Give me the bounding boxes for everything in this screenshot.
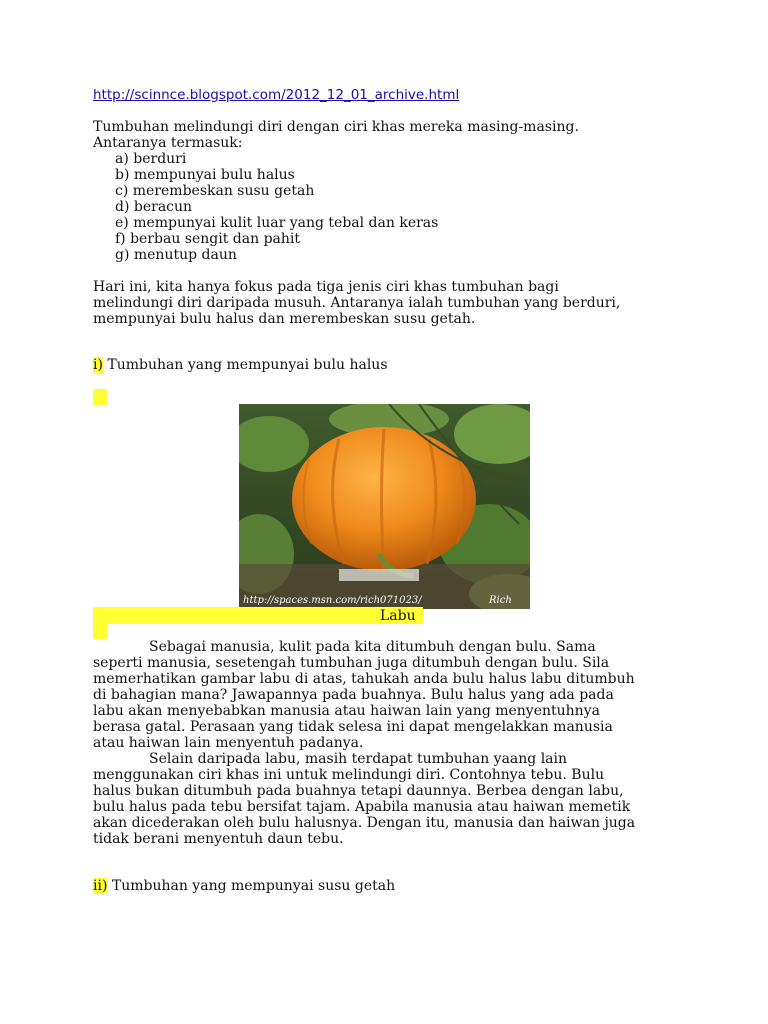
section-heading-1 (93, 357, 388, 373)
body-line: menggunakan ciri khas ini untuk melindungi diri. Contohnya tebu. Bulu (93, 767, 605, 783)
body-line: atau haiwan lain menyentuh padanya. (93, 735, 364, 751)
list-item: c) merembeskan susu getah (115, 183, 315, 199)
highlight-marker (93, 389, 107, 405)
body-paragraph (93, 639, 693, 847)
body-line: di bahagian mana? Jawapannya pada buahnya. Bulu halus yang ada pada (93, 687, 614, 703)
body-line: Sebagai manusia, kulit pada kita ditumbuh dengan bulu. Sama (149, 639, 596, 655)
photo-signature: Rich (489, 595, 512, 606)
list-item: a) berduri (115, 151, 187, 167)
section-title: Tumbuhan yang mempunyai bulu halus (102, 357, 388, 373)
list-item: d) beracun (115, 199, 193, 215)
section-heading-2 (93, 878, 395, 894)
intro-line: Tumbuhan melindungi diri dengan ciri khas mereka masing-masing. (93, 119, 579, 135)
body-line: seperti manusia, sesetengah tumbuhan juga ditumbuh dengan bulu. Sila (93, 655, 610, 671)
body-line: memerhatikan gambar labu di atas, tahukah anda bulu halus labu ditumbuh (93, 671, 635, 687)
highlight-marker (93, 623, 107, 639)
focus-paragraph (93, 279, 620, 327)
list-item: b) mempunyai bulu halus (115, 167, 295, 183)
focus-line: melindungi diri daripada musuh. Antaranya ialah tumbuhan yang berduri, (93, 295, 621, 311)
body-line: akan dicederakan oleh bulu halusnya. Dengan itu, manusia dan haiwan juga (93, 815, 636, 831)
pumpkin-photo (239, 404, 530, 609)
body-line: labu akan menyebabkan manusia atau haiwan lain yang menyentuhnya (93, 703, 600, 719)
section-number: ii) (93, 878, 108, 894)
body-line: Selain daripada labu, masih terdapat tumbuhan yaang lain (149, 751, 568, 767)
intro-line: Antaranya termasuk: (93, 135, 243, 151)
focus-line: mempunyai bulu halus dan merembeskan susu getah. (93, 311, 476, 327)
list-item: g) menutup daun (115, 247, 237, 263)
body-line: tidak berani menyentuh daun tebu. (93, 831, 344, 847)
section-number: i) (93, 357, 103, 373)
body-line: halus bukan ditumbuh pada buahnya tetapi daunnya. Berbea dengan labu, (93, 783, 624, 799)
focus-line: Hari ini, kita hanya fokus pada tiga jenis ciri khas tumbuhan bagi (93, 279, 559, 295)
photo-watermark: http://spaces.msn.com/rich071023/ (243, 595, 422, 606)
list-item: f) berbau sengit dan pahit (115, 231, 301, 247)
photo-caption: Labu (380, 608, 416, 624)
defense-list (115, 151, 438, 263)
intro-paragraph (93, 119, 579, 151)
caption-highlight (93, 607, 423, 624)
section-title: Tumbuhan yang mempunyai susu getah (107, 878, 396, 894)
body-line: berasa gatal. Perasaan yang tidak selesa ini dapat mengelakkan manusia (93, 719, 613, 735)
source-link[interactable]: http://scinnce.blogspot.com/2012_12_01_archive.html (93, 87, 460, 103)
list-item: e) mempunyai kulit luar yang tebal dan keras (115, 215, 439, 231)
body-line: bulu halus pada tebu bersifat tajam. Apabila manusia atau haiwan memetik (93, 799, 631, 815)
